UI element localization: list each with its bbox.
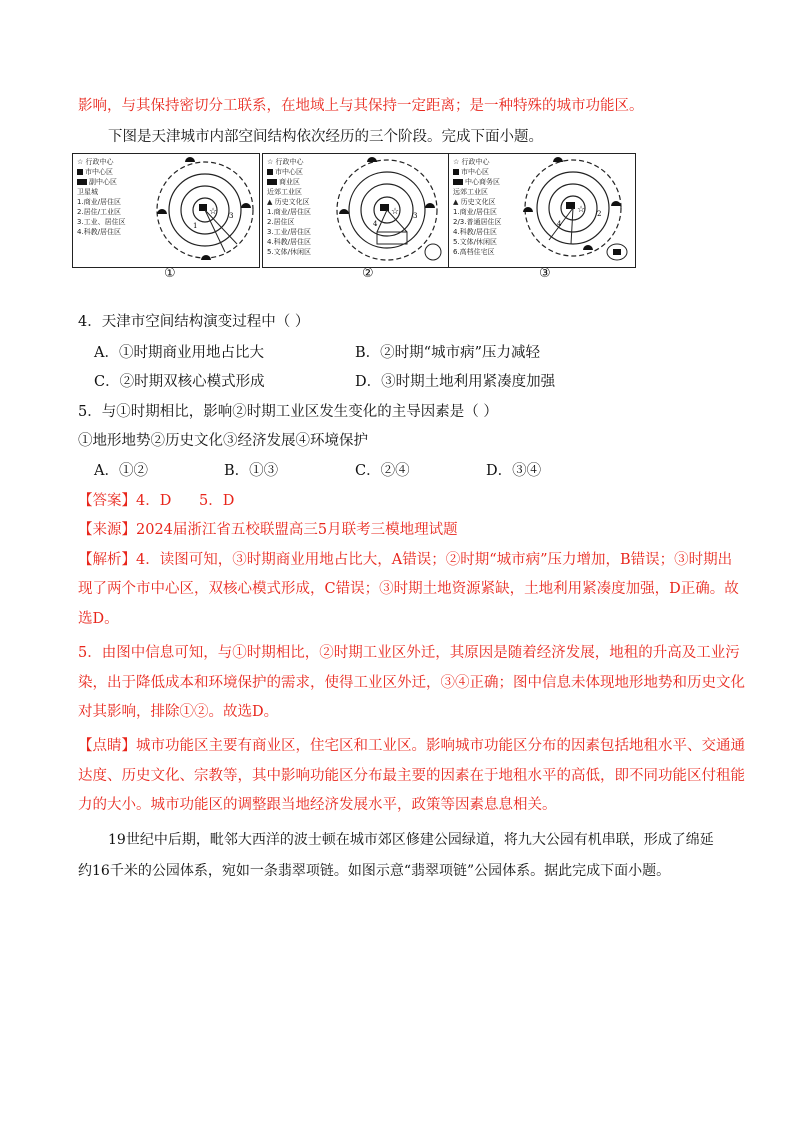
- svg-text:☆: ☆: [577, 205, 586, 215]
- legend-item: 5.文体/休闲区: [453, 238, 498, 246]
- q4-stem: 4．天津市空间结构演变过程中（ ）: [78, 314, 310, 330]
- q4-option-c: C．②时期双核心模式形成: [94, 374, 265, 390]
- svg-text:4: 4: [557, 220, 562, 228]
- legend-item: 1.商业/居住区: [453, 208, 498, 216]
- legend-item: 近郊工业区: [267, 188, 302, 196]
- legend-item: 2.居住区: [267, 218, 295, 226]
- legend-item: ☆ 行政中心: [453, 158, 490, 166]
- legend-item: 中心商务区: [453, 177, 502, 187]
- q4-option-b: B．②时期“城市病”压力减轻: [355, 345, 540, 361]
- next-intro-line-2: 约16千米的公园体系，宛如一条翡翠项链。如图示意“翡翠项链”公园体系。据此完成下面小题。: [78, 863, 671, 879]
- stage-2-map: [325, 156, 447, 265]
- q5-option-b: B．①③: [224, 463, 279, 479]
- legend-item: 市中心区: [77, 167, 126, 177]
- svg-text:4: 4: [373, 220, 378, 228]
- legend-item: 2.居住/工业区: [77, 208, 122, 216]
- legend-item: 4.科教/居住区: [77, 228, 122, 236]
- analysis-line-5: 染，出于降低成本和环境保护的需求，使得工业区外迁，③④正确；图中信息未体现地形地势和历史文化: [78, 675, 745, 691]
- legend-item: 3.工业/居住区: [267, 228, 312, 236]
- panel-label-3: ③: [539, 266, 551, 281]
- answer-line: 【答案】4．D 5．D: [78, 493, 235, 509]
- q5-option-d: D．③④: [486, 463, 542, 479]
- svg-text:3: 3: [229, 212, 234, 220]
- tips-line-1: 【点睛】城市功能区主要有商业区，住宅区和工业区。影响城市功能区分布的因素包括地租水平、交通通: [78, 738, 745, 754]
- analysis-line-6: 对其影响，排除①②。故选D。: [78, 704, 279, 720]
- analysis-line-1: 【解析】4．读图可知，③时期商业用地占比大，A错误；②时期“城市病”压力增加，B错误；③时期出: [78, 552, 733, 568]
- panel-label-1: ①: [164, 266, 176, 281]
- legend-item: ☆ 行政中心: [267, 158, 304, 166]
- svg-text:☆: ☆: [209, 207, 218, 217]
- next-intro-line-1: 19世纪中后期，毗邻大西洋的波士顿在城市郊区修建公园绿道，将九大公园有机串联，形成了绵延: [108, 832, 714, 848]
- block-icon: [77, 179, 87, 185]
- svg-text:1: 1: [193, 222, 198, 230]
- legend-item: ▲ 历史文化区: [453, 198, 496, 206]
- legend-item: 5.文体/休闲区: [267, 248, 312, 256]
- analysis-line-2: 现了两个市中心区，双核心模式形成，C错误；③时期土地资源紧缺，土地利用紧凑度加强，D正确。故: [78, 581, 739, 597]
- stage-panel-2: [262, 153, 450, 268]
- source-line: 【来源】2024届浙江省五校联盟高三5月联考三模地理试题: [78, 522, 458, 538]
- legend-item: 4.科教/居住区: [267, 238, 312, 246]
- q5-factors: ①地形地势②历史文化③经济发展④环境保护: [78, 433, 368, 449]
- panel-1-legend: [77, 157, 126, 237]
- legend-item: 副中心区: [77, 177, 126, 187]
- legend-item: 6.高档住宅区: [453, 248, 495, 256]
- block-icon: [453, 179, 463, 185]
- svg-text:3: 3: [413, 212, 418, 220]
- legend-item: ▲ 历史文化区: [267, 198, 310, 206]
- figure-intro: 下图是天津城市内部空间结构依次经历的三个阶段。完成下面小题。: [108, 129, 543, 145]
- legend-item: 市中心区: [453, 167, 502, 177]
- square-icon: [77, 169, 83, 175]
- intro-text: 影响，与其保持密切分工联系，在地域上与其保持一定距离；是一种特殊的城市功能区。: [78, 98, 644, 114]
- panel-3-legend: [453, 157, 502, 257]
- stage-panel-3: [448, 153, 636, 268]
- q5-stem: 5．与①时期相比，影响②时期工业区发生变化的主导因素是（ ）: [78, 404, 498, 420]
- q5-option-a: A．①②: [94, 463, 148, 479]
- analysis-line-3: 选D。: [78, 611, 119, 627]
- block-icon: [267, 179, 277, 185]
- analysis-line-4: 5．由图中信息可知，与①时期相比，②时期工业区外迁，其原因是随着经济发展，地租的升高及工业污: [78, 645, 740, 661]
- svg-text:2: 2: [597, 210, 602, 218]
- svg-text:☆: ☆: [391, 207, 400, 217]
- panel-label-2: ②: [362, 266, 374, 281]
- legend-item: 4.科教/居住区: [453, 228, 498, 236]
- q5-option-c: C．②④: [355, 463, 410, 479]
- tips-line-3: 力的大小。城市功能区的调整跟当地经济发展水平，政策等因素息息相关。: [78, 797, 557, 813]
- stage-3-map: [513, 156, 633, 265]
- legend-item: 市中心区: [267, 167, 311, 177]
- legend-item: 3.工业、居住区: [77, 218, 126, 226]
- legend-item: 1.商业/居住区: [77, 198, 122, 206]
- legend-item: 商业区: [267, 177, 311, 187]
- square-icon: [453, 169, 459, 175]
- panel-2-legend: [267, 157, 311, 257]
- legend-item: ☆ 行政中心: [77, 158, 114, 166]
- legend-item: 远郊工业区: [453, 188, 488, 196]
- legend-item: 卫星城: [77, 188, 98, 196]
- stage-1-map: [145, 156, 257, 265]
- stage-panel-1: [72, 153, 260, 268]
- legend-item: 1.商业/居住区: [267, 208, 312, 216]
- legend-item: 2/3.普通居住区: [453, 218, 502, 226]
- q4-option-a: A．①时期商业用地占比大: [94, 345, 264, 361]
- square-icon: [267, 169, 273, 175]
- tips-line-2: 达度、历史文化、宗教等，其中影响功能区分布最主要的因素在于地租水平的高低，即不同功能区付租能: [78, 768, 745, 784]
- q4-option-d: D．③时期土地利用紧凑度加强: [355, 374, 556, 390]
- city-structure-figure: [72, 153, 634, 268]
